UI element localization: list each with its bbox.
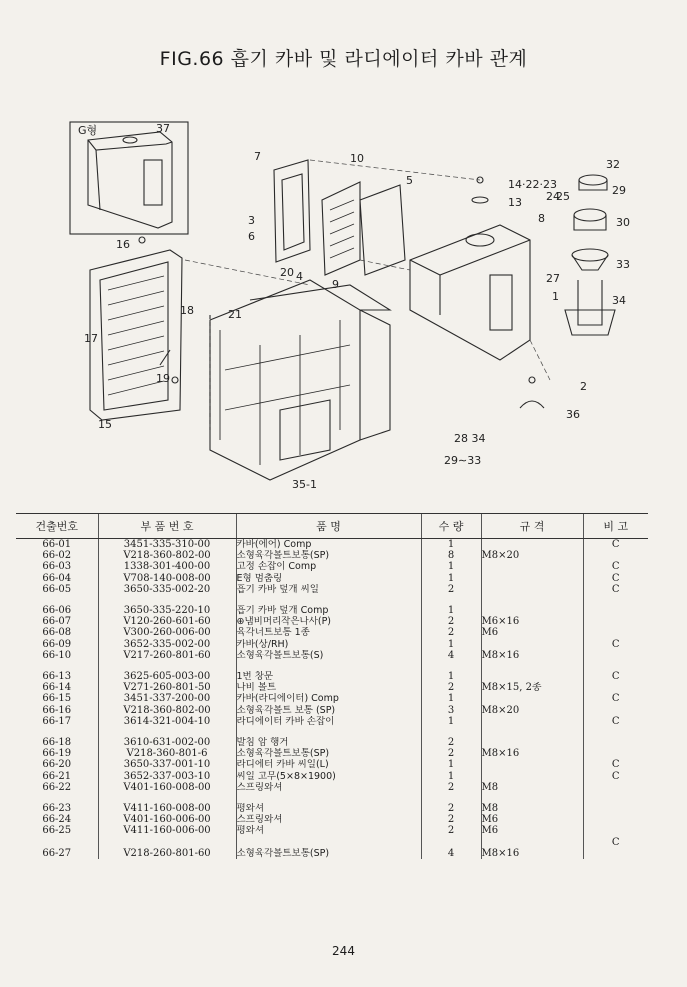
row-remarks: C xyxy=(583,759,648,770)
row-ref-no: 66-04 xyxy=(42,572,72,584)
row-part-name: 평와셔 xyxy=(236,803,421,814)
label-9: 9 xyxy=(332,278,339,291)
row-qty: 1 xyxy=(421,639,481,650)
label-13: 13 xyxy=(508,196,522,209)
table-row xyxy=(16,825,648,836)
row-part-name: 발침 암 행거 xyxy=(236,737,421,748)
row-qty: 3 xyxy=(421,705,481,716)
row-remarks xyxy=(583,550,648,561)
row-qty: 2 xyxy=(421,682,481,693)
row-part-name: 소형육각볼트보통(SP) xyxy=(236,848,421,859)
row-part-name: 카바(에어) Comp xyxy=(236,539,421,551)
row-remarks xyxy=(583,605,648,616)
label-20: 20 xyxy=(280,266,294,279)
group-spacer xyxy=(16,661,648,671)
row-qty: 2 xyxy=(421,782,481,793)
diagram-svg xyxy=(60,110,660,500)
row-spec xyxy=(481,639,583,650)
label-29: 29 xyxy=(612,184,626,197)
row-qty: 1 xyxy=(421,693,481,704)
row-ref-no: 66-15 xyxy=(42,693,72,705)
row-qty: 2 xyxy=(421,825,481,836)
row-spec: M8 xyxy=(481,803,583,814)
label-7: 7 xyxy=(254,150,261,163)
label-2: 2 xyxy=(580,380,587,393)
table-row xyxy=(16,573,648,584)
row-qty: 8 xyxy=(421,550,481,561)
row-ref-no: 66-08 xyxy=(42,627,72,639)
row-spec: M8×20 xyxy=(481,705,583,716)
row-qty: 1 xyxy=(421,759,481,770)
row-part-no: V401-160-008-00 xyxy=(98,782,236,793)
table-row xyxy=(16,771,648,782)
label-28-34: 28 34 xyxy=(454,432,486,445)
row-ref-no: 66-14 xyxy=(42,682,72,694)
row-part-name: 스프링와셔 xyxy=(236,814,421,825)
row-qty: 2 xyxy=(421,803,481,814)
table-row xyxy=(16,639,648,650)
row-ref-no: 66-06 xyxy=(42,605,72,617)
row-qty: 2 xyxy=(421,616,481,627)
table-row xyxy=(16,848,648,859)
row-part-no: V411-160-008-00 xyxy=(98,803,236,814)
row-remarks: C xyxy=(583,561,648,572)
handle-36 xyxy=(520,401,544,408)
table-row xyxy=(16,693,648,704)
row-remarks xyxy=(583,682,648,693)
row-part-name: 카바(라디에이터) Comp xyxy=(236,693,421,704)
row-part-no: 3652-337-003-10 xyxy=(98,771,236,782)
window-seal xyxy=(360,185,405,275)
row-part-no: 3650-337-001-10 xyxy=(98,759,236,770)
row-part-name: 스프링와셔 xyxy=(236,782,421,793)
header-remarks: 비 고 xyxy=(583,514,648,539)
table-row xyxy=(16,837,648,848)
row-remarks xyxy=(583,737,648,748)
label-33: 33 xyxy=(616,258,630,271)
label-4: 4 xyxy=(296,270,303,283)
row-ref-no: 66-18 xyxy=(42,737,72,749)
parts-table-body xyxy=(16,539,648,860)
row-remarks xyxy=(583,825,648,836)
row-ref-no xyxy=(16,837,98,848)
window-frame-louver xyxy=(322,182,360,275)
row-remarks: C xyxy=(583,573,648,584)
table-row xyxy=(16,705,648,716)
row-remarks xyxy=(583,748,648,759)
table-row xyxy=(16,605,648,616)
row-spec xyxy=(481,693,583,704)
table-row xyxy=(16,627,648,638)
row-remarks xyxy=(583,803,648,814)
row-part-no: 3451-337-200-00 xyxy=(98,693,236,704)
row-qty: 2 xyxy=(421,814,481,825)
bolt-19 xyxy=(172,377,178,383)
page-number: 244 xyxy=(332,944,355,958)
exploded-view-diagram xyxy=(60,110,660,500)
row-ref-no: 66-27 xyxy=(42,847,72,859)
row-ref-no: 66-07 xyxy=(42,616,72,628)
row-part-no: 3451-335-310-00 xyxy=(98,539,236,551)
row-qty: 1 xyxy=(421,605,481,616)
bolt-16 xyxy=(139,237,145,243)
table-row xyxy=(16,539,648,551)
row-part-no: 3610-631-002-00 xyxy=(98,737,236,748)
row-qty: 1 xyxy=(421,539,481,551)
row-part-name: 씨일 고무(5×8×1900) xyxy=(236,771,421,782)
label-17: 17 xyxy=(84,332,98,345)
row-part-name: 나비 볼트 xyxy=(236,682,421,693)
row-spec xyxy=(481,561,583,572)
table-row xyxy=(16,814,648,825)
row-ref-no: 66-01 xyxy=(42,539,72,550)
label-32: 32 xyxy=(606,158,620,171)
group-spacer xyxy=(16,595,648,605)
row-remarks xyxy=(583,782,648,793)
row-remarks xyxy=(583,814,648,825)
row-ref-no: 66-17 xyxy=(42,715,72,727)
bolt-2 xyxy=(529,377,535,383)
row-part-no: V708-140-008-00 xyxy=(98,573,236,584)
label-37: 37 xyxy=(156,122,170,135)
row-ref-no: 66-10 xyxy=(42,649,72,661)
table-row xyxy=(16,584,648,595)
row-ref-no: 66-20 xyxy=(42,759,72,771)
table-row xyxy=(16,716,648,727)
label-g-type: G형 xyxy=(78,124,98,137)
row-part-no: 3625-605-003-00 xyxy=(98,671,236,682)
row-part-name: E형 멈춤링 xyxy=(236,573,421,584)
row-ref-no: 66-22 xyxy=(42,781,72,793)
row-qty: 1 xyxy=(421,561,481,572)
table-row xyxy=(16,782,648,793)
row-spec xyxy=(481,759,583,770)
row-part-name: 육각너트보통 1종 xyxy=(236,627,421,638)
row-part-no: 3650-335-220-10 xyxy=(98,605,236,616)
row-remarks xyxy=(583,848,648,859)
row-qty: 2 xyxy=(421,737,481,748)
row-qty: 1 xyxy=(421,716,481,727)
row-qty: 4 xyxy=(421,650,481,661)
label-36: 36 xyxy=(566,408,580,421)
row-part-no xyxy=(98,837,236,848)
row-qty: 2 xyxy=(421,584,481,595)
row-ref-no: 66-03 xyxy=(42,561,72,573)
row-spec: M6 xyxy=(481,825,583,836)
row-part-name: 소형육각볼트 보통 (SP) xyxy=(236,705,421,716)
row-qty: 2 xyxy=(421,627,481,638)
row-qty: 4 xyxy=(421,848,481,859)
row-qty: 1 xyxy=(421,671,481,682)
row-remarks: C xyxy=(583,771,648,782)
table-row xyxy=(16,759,648,770)
row-remarks: C xyxy=(583,671,648,682)
label-6: 6 xyxy=(248,230,255,243)
label-3: 3 xyxy=(248,214,255,227)
row-remarks xyxy=(583,650,648,661)
header-part-name: 품 명 xyxy=(236,514,421,539)
row-spec: M6×16 xyxy=(481,616,583,627)
row-spec xyxy=(481,671,583,682)
header-qty: 수 량 xyxy=(421,514,481,539)
row-qty: 1 xyxy=(421,573,481,584)
row-part-no: V411-160-006-00 xyxy=(98,825,236,836)
row-part-no: 3650-335-002-20 xyxy=(98,584,236,595)
row-ref-no: 66-09 xyxy=(42,638,72,650)
row-ref-no: 66-21 xyxy=(42,770,72,782)
row-part-no: V271-260-801-50 xyxy=(98,682,236,693)
row-spec: M8×15, 2종 xyxy=(481,682,583,693)
label-27: 27 xyxy=(546,272,560,285)
header-spec: 규 격 xyxy=(481,514,583,539)
row-remarks xyxy=(583,705,648,716)
pipe-34 xyxy=(578,280,602,325)
g-type-cover xyxy=(88,132,172,228)
row-part-name: 소형육각볼트보통(S) xyxy=(236,650,421,661)
label-16: 16 xyxy=(116,238,130,251)
table-row xyxy=(16,671,648,682)
row-qty xyxy=(421,837,481,848)
table-row xyxy=(16,748,648,759)
row-spec: M8×16 xyxy=(481,748,583,759)
label-5: 5 xyxy=(406,174,413,187)
row-part-name: 카바(상/RH) xyxy=(236,639,421,650)
label-24: 24 xyxy=(546,190,560,203)
row-ref-no: 66-02 xyxy=(42,550,72,562)
row-remarks xyxy=(583,616,648,627)
element-30 xyxy=(574,209,606,221)
row-part-no: V300-260-006-00 xyxy=(98,627,236,638)
header-ref-no: 건출번호 xyxy=(16,514,98,539)
row-part-no: 3614-321-004-10 xyxy=(98,716,236,727)
label-14-22-23: 14·22·23 xyxy=(508,178,557,191)
row-part-name: 흡기 카바 덮개 씨일 xyxy=(236,584,421,595)
label-1: 1 xyxy=(552,290,559,303)
row-part-name: ⊕냄비머리작은나사(P) xyxy=(236,616,421,627)
cap-29 xyxy=(579,175,607,185)
row-part-no: V218-360-802-00 xyxy=(98,550,236,561)
row-part-no: 1338-301-400-00 xyxy=(98,561,236,572)
row-part-no: V218-360-801-6 xyxy=(98,748,236,759)
table-row xyxy=(16,737,648,748)
row-ref-no: 66-13 xyxy=(42,671,72,683)
label-19: 19 xyxy=(156,372,170,385)
table-row xyxy=(16,682,648,693)
row-part-no: V218-360-802-00 xyxy=(98,705,236,716)
row-spec: M8 xyxy=(481,782,583,793)
table-row xyxy=(16,616,648,627)
table-header-row xyxy=(16,514,648,539)
bowl-33 xyxy=(572,249,608,261)
parts-table xyxy=(16,513,648,859)
table-row xyxy=(16,561,648,572)
row-qty: 1 xyxy=(421,771,481,782)
row-qty: 2 xyxy=(421,748,481,759)
row-part-no: V401-160-006-00 xyxy=(98,814,236,825)
row-spec: M8×16 xyxy=(481,848,583,859)
page-title: FIG.66 흡기 카바 및 라디에이터 카바 관계 xyxy=(159,48,528,70)
row-spec xyxy=(481,573,583,584)
row-part-name: 라디에터 카바 씨일(L) xyxy=(236,759,421,770)
row-remarks: C xyxy=(583,639,648,650)
label-21: 21 xyxy=(228,308,242,321)
row-ref-no: 66-05 xyxy=(42,583,72,595)
row-part-name: 1번 창문 xyxy=(236,671,421,682)
label-30: 30 xyxy=(616,216,630,229)
row-spec xyxy=(481,737,583,748)
group-spacer xyxy=(16,793,648,803)
row-spec: M8×20 xyxy=(481,550,583,561)
row-part-no: V120-260-601-60 xyxy=(98,616,236,627)
header-part-no: 부 품 번 호 xyxy=(98,514,236,539)
row-remarks: C xyxy=(583,693,648,704)
row-spec xyxy=(481,605,583,616)
table-row xyxy=(16,650,648,661)
row-part-name: 평와셔 xyxy=(236,825,421,836)
row-part-name: 흡기 카바 덮개 Comp xyxy=(236,605,421,616)
row-ref-no: 66-19 xyxy=(42,748,72,760)
row-part-no: 3652-335-002-00 xyxy=(98,639,236,650)
row-spec xyxy=(481,716,583,727)
row-spec xyxy=(481,539,583,551)
seal-13 xyxy=(472,197,488,203)
label-10: 10 xyxy=(350,152,364,165)
row-part-name: 소형육각볼트보통(SP) xyxy=(236,748,421,759)
row-spec xyxy=(481,771,583,782)
label-35-1: 35-1 xyxy=(292,478,317,491)
row-remarks: C xyxy=(583,837,648,848)
row-remarks: C xyxy=(583,716,648,727)
row-part-no: V217-260-801-60 xyxy=(98,650,236,661)
row-remarks: C xyxy=(583,539,648,551)
table-row xyxy=(16,803,648,814)
row-ref-no: 66-24 xyxy=(42,814,72,826)
label-34: 34 xyxy=(612,294,626,307)
row-part-name: 고정 손잡이 Comp xyxy=(236,561,421,572)
row-spec: M8×16 xyxy=(481,650,583,661)
group-spacer xyxy=(16,727,648,737)
row-ref-no: 66-23 xyxy=(42,803,72,815)
label-8: 8 xyxy=(538,212,545,225)
label-18: 18 xyxy=(180,304,194,317)
row-remarks: C xyxy=(583,584,648,595)
label-25: 25 xyxy=(556,190,570,203)
table-row xyxy=(16,550,648,561)
row-ref-no: 66-25 xyxy=(42,825,72,837)
row-part-name: 소형육각볼트보통(SP) xyxy=(236,550,421,561)
row-part-name: 라디에이터 카바 손잡이 xyxy=(236,716,421,727)
row-remarks xyxy=(583,627,648,638)
row-part-name xyxy=(236,837,421,848)
label-15: 15 xyxy=(98,418,112,431)
row-spec: M6 xyxy=(481,814,583,825)
label-29-33: 29∼33 xyxy=(444,454,482,467)
row-spec xyxy=(481,584,583,595)
row-part-no: V218-260-801-60 xyxy=(98,848,236,859)
row-spec xyxy=(481,837,583,848)
row-ref-no: 66-16 xyxy=(42,704,72,716)
row-spec: M6 xyxy=(481,627,583,638)
